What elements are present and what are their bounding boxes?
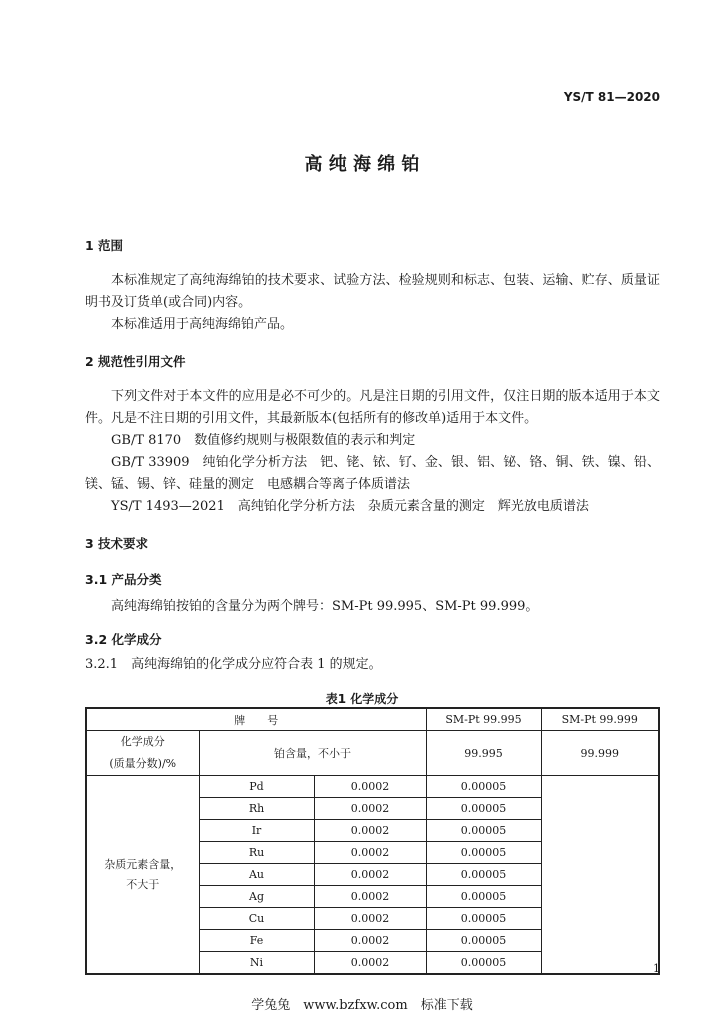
value-cell: 0.00005 <box>426 820 541 842</box>
reference-3: YS/T 1493—2021 高纯铂化学分析方法 杂质元素含量的测定 辉光放电质谱法 <box>111 499 589 514</box>
value-cell: 0.0002 <box>314 798 426 820</box>
value-cell: 0.0002 <box>314 776 426 798</box>
section-2-heading: 2 规范性引用文件 <box>85 354 186 369</box>
section-3-2-heading: 3.2 化学成分 <box>85 632 162 647</box>
impurity-label: 杂质元素含量， 不大于 <box>86 776 199 975</box>
value-cell: 0.0002 <box>314 864 426 886</box>
s321-paragraph: 3.2.1 高纯海绵铂的化学成分应符合表 1 的规定。 <box>85 657 382 672</box>
value-cell: 0.00005 <box>426 908 541 930</box>
element-cell: Rh <box>199 798 314 820</box>
value-cell: 0.0002 <box>314 842 426 864</box>
grade-label: 牌 号 <box>86 708 426 731</box>
value-cell: 0.0002 <box>314 908 426 930</box>
element-cell: Ag <box>199 886 314 908</box>
element-cell: Ru <box>199 842 314 864</box>
s2-paragraph: 下列文件对于本文件的应用是必不可少的。凡是注日期的引用文件，仅注日期的版本适用于本文件。凡是不注日期的引用文件，其最新版本(包括所有的修改单)适用于本文件。 <box>85 389 660 426</box>
page-title: 高 纯 海 绵 铂 <box>304 154 420 175</box>
page-number: 1 <box>653 962 660 975</box>
grade-1: SM-Pt 99.995 <box>426 708 541 731</box>
section-3-heading: 3 技术要求 <box>85 536 149 551</box>
table-header-row <box>86 708 659 731</box>
element-cell: Ni <box>199 952 314 975</box>
pt-value: 99.999 <box>541 731 659 776</box>
pt-label: 铂含量，不小于 <box>199 731 426 776</box>
s1-paragraph-1: 本标准规定了高纯海绵铂的技术要求、试验方法、检验规则和标志、包装、运输、贮存、质量证明书及订货单(或合同)内容。 <box>85 273 660 310</box>
section-3-1-heading: 3.1 产品分类 <box>85 572 162 587</box>
reference-1: GB/T 8170 数值修约规则与极限数值的表示和判定 <box>111 433 416 448</box>
pt-row <box>86 731 659 776</box>
value-cell: 0.00005 <box>426 930 541 952</box>
section-1-heading: 1 范围 <box>85 238 124 253</box>
chemical-composition-table <box>85 707 660 975</box>
footer-watermark: 学兔兔 www.bzfxw.com 标准下载 <box>251 998 473 1013</box>
element-cell: Ir <box>199 820 314 842</box>
s31-paragraph: 高纯海绵铂按铂的含量分为两个牌号：SM-Pt 99.995、SM-Pt 99.999。 <box>111 599 539 614</box>
value-cell: 0.00005 <box>426 776 541 798</box>
value-cell: 0.0002 <box>314 820 426 842</box>
value-cell: 0.00005 <box>426 952 541 975</box>
table-caption: 表1 化学成分 <box>325 692 399 706</box>
table-row <box>86 776 659 798</box>
s1-paragraph-2: 本标准适用于高纯海绵铂产品。 <box>111 317 294 332</box>
value-cell: 0.00005 <box>426 798 541 820</box>
value-cell: 0.00005 <box>426 842 541 864</box>
element-cell: Cu <box>199 908 314 930</box>
value-cell: 0.0002 <box>314 930 426 952</box>
reference-2: GB/T 33909 纯铂化学分析方法 钯、铑、铱、钌、金、银、铝、铋、铬、铜、铁、镍、铅、镁、锰、锡、锌、硅量的测定 电感耦合等离子体质谱法 <box>85 455 660 492</box>
value-cell: 0.00005 <box>426 886 541 908</box>
element-cell: Au <box>199 864 314 886</box>
element-cell: Pd <box>199 776 314 798</box>
element-cell: Fe <box>199 930 314 952</box>
grade-2: SM-Pt 99.999 <box>541 708 659 731</box>
pt-value: 99.995 <box>426 731 541 776</box>
group-label: 化学成分 (质量分数)/% <box>86 731 199 776</box>
value-cell: 0.00005 <box>426 864 541 886</box>
value-cell: 0.0002 <box>314 886 426 908</box>
value-cell: 0.0002 <box>314 952 426 975</box>
standard-code: YS/T 81—2020 <box>563 90 660 104</box>
